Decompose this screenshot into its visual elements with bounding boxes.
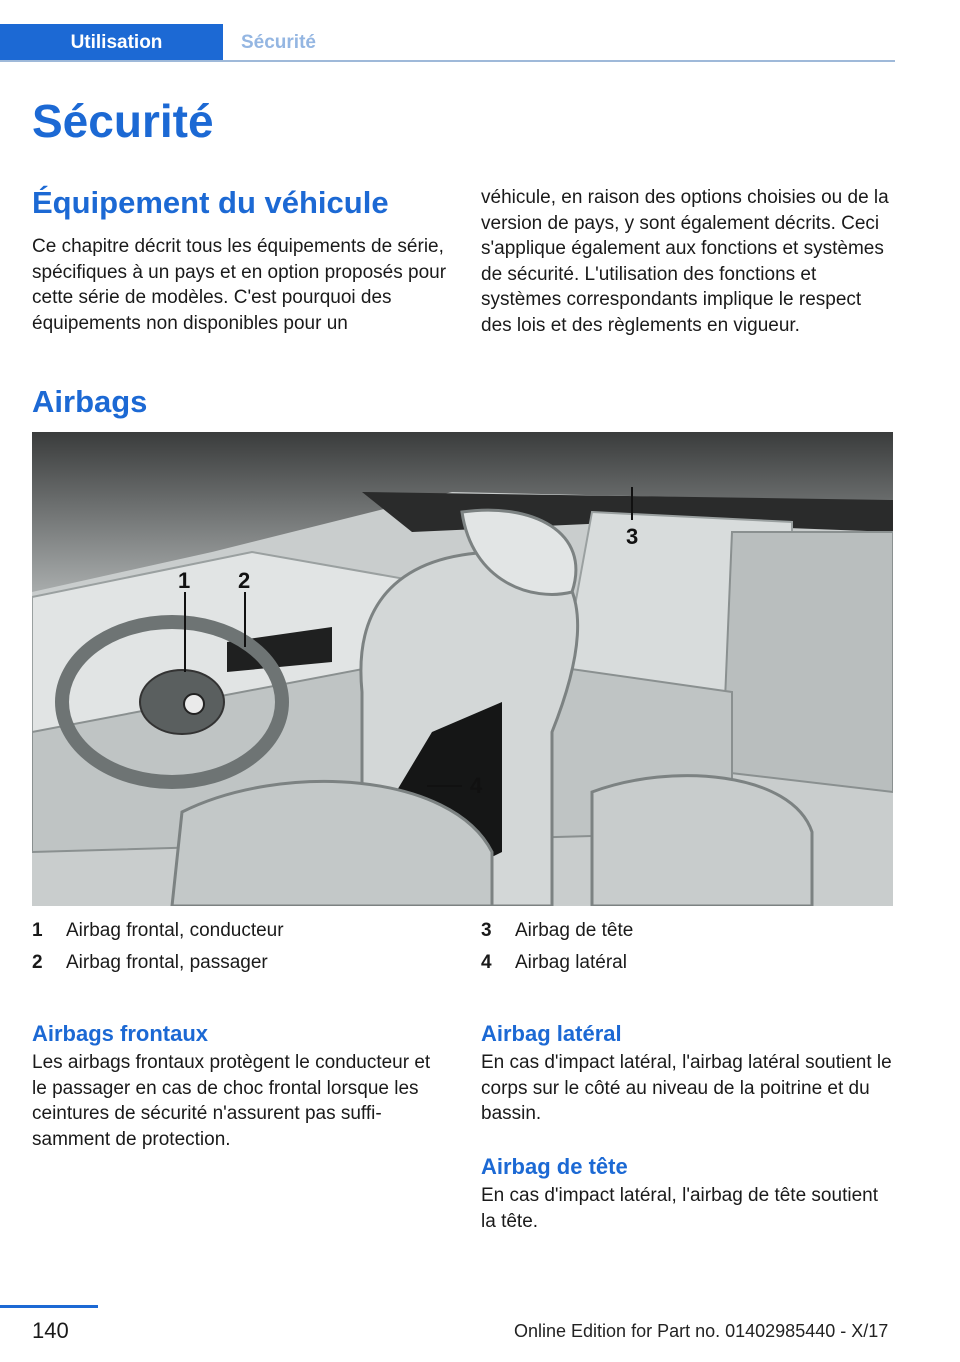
footer-rule [0, 1305, 98, 1308]
subheading-airbags-frontaux: Airbags frontaux [32, 1021, 209, 1046]
subheading-airbag-lateral: Airbag latéral [481, 1021, 622, 1046]
legend-num: 4 [481, 952, 492, 973]
legend-text: Airbag latéral [515, 952, 627, 973]
legend-num: 1 [32, 920, 43, 941]
equipement-text-col2: véhicule, en raison des options choisies ou de la version de pays, y sont également décrits. Ceci s'applique également aux fonctions et systèmes de sécurité. L'utilisation des fonctions et systèmes correspondants implique le respect des lois et des règlements en vigueur. [481, 187, 889, 336]
legend-text: Airbag de tête [515, 920, 634, 941]
tab-utilisation[interactable]: Utilisation [0, 24, 223, 62]
page-number: 140 [32, 1318, 69, 1343]
callout-label-1: 1 [178, 568, 191, 593]
legend-num: 3 [481, 920, 492, 941]
car-interior-drawing [32, 432, 893, 906]
callout-label-3: 3 [626, 524, 639, 549]
section-heading-equipement: Équipement du véhicule [32, 185, 389, 220]
subheading-airbag-tete: Airbag de tête [481, 1154, 628, 1179]
airbag-lateral-text: En cas d'impact latéral, l'airbag latéral soutient le corps sur le côté au niveau de la poitrine et du bassin. [481, 1052, 892, 1124]
page-title: Sécurité [32, 95, 214, 147]
tab-securite[interactable]: Sécurité [241, 32, 316, 53]
legend-item [32, 915, 284, 947]
legend-num: 2 [32, 952, 43, 973]
legend-right [481, 915, 633, 979]
chapter-header [0, 24, 895, 62]
airbag-tete-text: En cas d'impact latéral, l'airbag de tête soutient la tête. [481, 1185, 878, 1232]
legend-item [32, 947, 284, 979]
legend-left [32, 915, 284, 979]
airbags-illustration [32, 432, 893, 906]
airbags-frontaux-text: Les airbags frontaux protègent le conducteur et le passager en cas de choc frontal lorsque les ceintures de sécurité n'assurent pas suffisamment de protection. [32, 1052, 431, 1150]
equipement-text-col1: Ce chapitre décrit tous les équipements de série, spécifiques à un pays et en option proposés pour cette série de modèles. C'est pourquoi des équipements non disponibles pour un [32, 236, 447, 334]
legend-text: Airbag frontal, passager [66, 952, 268, 973]
section-heading-airbags: Airbags [32, 384, 148, 419]
edition-note: Online Edition for Part no. 01402985440 - X/17 [514, 1321, 889, 1341]
legend-text: Airbag frontal, conducteur [66, 920, 284, 941]
callout-label-2: 2 [238, 568, 251, 593]
legend-item [481, 915, 633, 947]
callout-label-4: 4 [470, 773, 483, 798]
header-rule [0, 60, 895, 62]
legend-item [481, 947, 633, 979]
